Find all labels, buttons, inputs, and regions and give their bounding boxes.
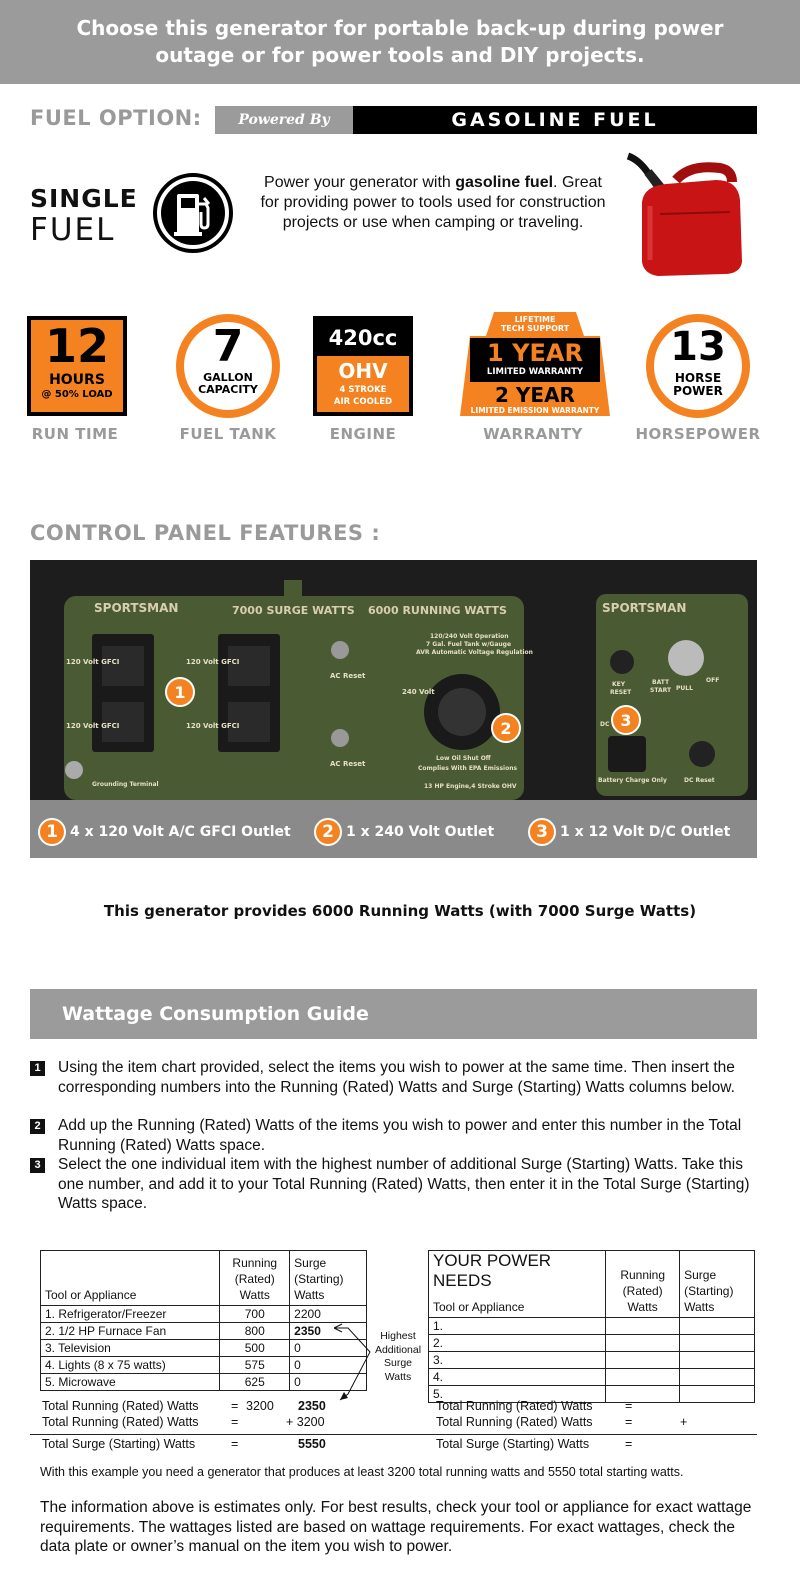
panel-batt: BATT bbox=[652, 679, 670, 686]
outlet-label-1: 4 x 120 Volt A/C GFCI Outlet bbox=[70, 824, 291, 840]
needs-total-3-label: Total Surge (Starting) Watts bbox=[436, 1437, 590, 1451]
example-running: 625 bbox=[220, 1374, 290, 1391]
runtime-badge bbox=[27, 316, 127, 416]
example-running: 500 bbox=[220, 1340, 290, 1357]
needs-header-running: Running (Rated) Watts bbox=[606, 1251, 680, 1318]
example-note: With this example you need a generator that produces at least 3200 total running watts and 5550 total starting watts. bbox=[40, 1465, 684, 1479]
engine-cooled: AIR COOLED bbox=[333, 397, 393, 407]
needs-surge-input[interactable] bbox=[680, 1352, 755, 1369]
panel-reset: RESET bbox=[610, 689, 632, 696]
panel-gfci-2: 120 Volt GFCI bbox=[186, 658, 240, 666]
example-tool: 4. Lights (8 x 75 watts) bbox=[41, 1357, 220, 1374]
provides-statement: This generator provides 6000 Running Watts (with 7000 Surge Watts) bbox=[103, 902, 697, 920]
outlet-number-1: 1 bbox=[38, 818, 66, 846]
control-panel-photo bbox=[30, 560, 757, 800]
single-text: SINGLE bbox=[30, 184, 138, 213]
table-row bbox=[429, 1369, 755, 1386]
panel-gfci-3: 120 Volt GFCI bbox=[66, 722, 120, 730]
warranty-badge bbox=[460, 312, 610, 420]
fuel-tank-badge bbox=[176, 314, 280, 418]
guide-title: Wattage Consumption Guide bbox=[30, 989, 757, 1039]
panel-ac-reset-2: AC Reset bbox=[330, 760, 366, 768]
example-surge: 0 bbox=[290, 1374, 367, 1391]
panel-op1: 120/240 Volt Operation bbox=[430, 633, 509, 640]
needs-surge-input[interactable] bbox=[680, 1335, 755, 1352]
runtime-load: @ 50% LOAD bbox=[41, 389, 113, 400]
hp-power: POWER bbox=[673, 384, 723, 398]
needs-running-input[interactable] bbox=[606, 1318, 680, 1335]
outlet-legend-1 bbox=[38, 818, 291, 846]
fuel-desc-bold: gasoline fuel bbox=[455, 174, 554, 191]
panel-op3: AVR Automatic Voltage Regulation bbox=[416, 649, 533, 656]
needs-total-2-label: Total Running (Rated) Watts bbox=[436, 1415, 593, 1429]
step-number-3: 3 bbox=[30, 1158, 45, 1173]
tank-gallon: GALLON bbox=[203, 371, 253, 384]
panel-brand-left: SPORTSMAN bbox=[94, 601, 179, 615]
fuel-desc-start: Power your generator with bbox=[264, 174, 456, 191]
needs-header-tool bbox=[429, 1251, 606, 1318]
needs-title: YOUR POWER NEEDS bbox=[433, 1251, 552, 1290]
warranty-2-year: 2 YEAR bbox=[495, 383, 575, 407]
needs-running-input[interactable] bbox=[606, 1335, 680, 1352]
header-banner bbox=[0, 0, 800, 84]
fuel-desc-end: . Great for providing power to tools used for construction projects or use when camping or traveling. bbox=[260, 174, 606, 231]
fuel-option-label: FUEL OPTION: bbox=[30, 106, 202, 130]
panel-gfci-4: 120 Volt GFCI bbox=[186, 722, 240, 730]
example-surge: 0 bbox=[290, 1357, 367, 1374]
powered-by-label: Powered By bbox=[215, 106, 353, 134]
disclaimer: The information above is estimates only. For best results, check your tool or appliance for exact wattage requirements. The wattages listed are based on wattage requirements. For exact wattages, check the data plate or owner’s manual on the item you wish to power. bbox=[40, 1499, 752, 1555]
panel-dc: DC bbox=[600, 721, 610, 728]
warranty-1-year: 1 YEAR bbox=[487, 339, 583, 367]
example-header-tool: Tool or Appliance bbox=[41, 1251, 220, 1306]
single-fuel-label bbox=[30, 185, 138, 247]
panel-dc-reset: DC Reset bbox=[684, 777, 715, 784]
example-total-1-label: Total Running (Rated) Watts bbox=[42, 1399, 199, 1413]
panel-engine: 13 HP Engine,4 Stroke OHV bbox=[424, 783, 517, 790]
engine-stroke: 4 STROKE bbox=[339, 385, 387, 395]
engine-cc: 420cc bbox=[328, 326, 398, 350]
fuel-text: FUEL bbox=[30, 212, 116, 248]
tank-capacity: CAPACITY bbox=[198, 383, 258, 396]
warranty-tech-support: TECH SUPPORT bbox=[500, 324, 570, 333]
needs-row-label: 1. bbox=[429, 1318, 606, 1335]
gas-can-image bbox=[620, 150, 750, 278]
panel-running: 6000 RUNNING WATTS bbox=[368, 604, 507, 617]
engine-ohv: OHV bbox=[338, 359, 388, 383]
panel-surge: 7000 SURGE WATTS bbox=[232, 604, 355, 617]
example-running: 700 bbox=[220, 1306, 290, 1323]
fuel-description bbox=[258, 173, 608, 233]
table-row bbox=[429, 1318, 755, 1335]
panel-key: KEY bbox=[612, 681, 626, 688]
table-row bbox=[41, 1323, 367, 1340]
needs-running-input[interactable] bbox=[606, 1369, 680, 1386]
example-total-1-value: 3200 bbox=[246, 1399, 274, 1413]
runtime-caption: RUN TIME bbox=[31, 425, 119, 443]
highest-surge-note: Highest Additional Surge Watts bbox=[374, 1330, 422, 1383]
panel-marker-2: 2 bbox=[500, 719, 512, 738]
panel-battery-charge: Battery Charge Only bbox=[598, 777, 667, 784]
runtime-hours: HOURS bbox=[49, 372, 105, 388]
outlet-label-2: 1 x 240 Volt Outlet bbox=[346, 824, 495, 840]
example-header-surge: Surge (Starting) Watts bbox=[290, 1251, 367, 1306]
runtime-value: 12 bbox=[44, 319, 109, 373]
panel-marker-1: 1 bbox=[174, 683, 186, 702]
panel-ac-reset-1: AC Reset bbox=[330, 672, 366, 680]
horsepower-caption: HORSEPOWER bbox=[635, 425, 761, 443]
example-total-3-label: Total Surge (Starting) Watts bbox=[42, 1437, 196, 1451]
example-total-1-eq: = bbox=[231, 1399, 239, 1413]
example-total-1-surge: 2350 bbox=[298, 1399, 326, 1413]
panel-start: START bbox=[650, 687, 672, 694]
needs-total-1-eq: = bbox=[625, 1399, 633, 1413]
example-header-running: Running (Rated) Watts bbox=[220, 1251, 290, 1306]
control-panel-title: CONTROL PANEL FEATURES : bbox=[30, 521, 381, 545]
horsepower-badge bbox=[646, 314, 750, 418]
step-number-1: 1 bbox=[30, 1061, 45, 1076]
example-tool: 2. 1/2 HP Furnace Fan bbox=[41, 1323, 220, 1340]
needs-surge-input[interactable] bbox=[680, 1369, 755, 1386]
panel-low-oil: Low Oil Shut Off bbox=[436, 755, 491, 762]
table-row bbox=[41, 1340, 367, 1357]
panel-op2: 7 Gal. Fuel Tank w/Gauge bbox=[426, 641, 512, 648]
fuel-tank-caption: FUEL TANK bbox=[179, 425, 277, 443]
example-running: 800 bbox=[220, 1323, 290, 1340]
outlet-legend-2 bbox=[314, 818, 494, 846]
example-total-2-label: Total Running (Rated) Watts bbox=[42, 1415, 199, 1429]
step-text-2: Add up the Running (Rated) Watts of the items you wish to power and enter this number in the Total Running (Rated) Watts space. bbox=[58, 1117, 742, 1154]
needs-running-input[interactable] bbox=[606, 1352, 680, 1369]
gasoline-fuel-label: GASOLINE FUEL bbox=[353, 106, 757, 134]
table-row bbox=[429, 1352, 755, 1369]
header-line-2: outage or for power tools and DIY projects. bbox=[155, 43, 645, 67]
engine-caption: ENGINE bbox=[329, 425, 397, 443]
example-table bbox=[40, 1250, 367, 1391]
needs-total-1-label: Total Running (Rated) Watts bbox=[436, 1399, 593, 1413]
needs-total-3-eq: = bbox=[625, 1437, 633, 1451]
panel-epa: Complies With EPA Emissions bbox=[418, 765, 518, 772]
panel-pull: PULL bbox=[676, 685, 693, 692]
panel-marker-3: 3 bbox=[620, 711, 632, 730]
outlet-legend-3 bbox=[528, 818, 730, 846]
step-number-2: 2 bbox=[30, 1119, 45, 1134]
example-tool: 5. Microwave bbox=[41, 1374, 220, 1391]
needs-header-surge: Surge (Starting) Watts bbox=[680, 1251, 755, 1318]
warranty-limited: LIMITED WARRANTY bbox=[486, 367, 584, 377]
guide-step-3 bbox=[30, 1155, 750, 1214]
needs-header-tool-label: Tool or Appliance bbox=[433, 1300, 525, 1314]
table-row bbox=[41, 1357, 367, 1374]
outlet-number-3: 3 bbox=[528, 818, 556, 846]
step-text-3: Select the one individual item with the highest number of additional Surge (Starting) Watts. Take this one number, and add it to your Total Running (Rated) Watts, then enter it in the Total Surge (Starting) Watts space. bbox=[58, 1156, 750, 1212]
example-surge: 0 bbox=[290, 1340, 367, 1357]
engine-badge bbox=[313, 316, 413, 416]
step-text-1: Using the item chart provided, select the items you wish to power at the same time. Then insert the corresponding numbers into the Running (Rated) Watts and Surge (Starting) Watts columns below. bbox=[58, 1059, 735, 1096]
example-surge: 2350 bbox=[290, 1323, 367, 1340]
panel-gfci-1: 120 Volt GFCI bbox=[66, 658, 120, 666]
guide-step-2 bbox=[30, 1116, 750, 1155]
panel-off: OFF bbox=[706, 677, 720, 684]
table-row bbox=[41, 1374, 367, 1391]
warranty-lifetime: LIFETIME bbox=[514, 315, 556, 324]
warranty-emission: LIMITED EMISSION WARRANTY bbox=[470, 406, 600, 415]
needs-total-2-plus: + bbox=[680, 1415, 688, 1429]
needs-row-label: 4. bbox=[429, 1369, 606, 1386]
power-needs-table bbox=[428, 1250, 755, 1403]
table-row bbox=[41, 1306, 367, 1323]
example-tool: 1. Refrigerator/Freezer bbox=[41, 1306, 220, 1323]
needs-row-label: 3. bbox=[429, 1352, 606, 1369]
example-total-2-eq: = bbox=[231, 1415, 239, 1429]
needs-running-input[interactable] bbox=[606, 1386, 680, 1403]
needs-row-label: 5. bbox=[429, 1386, 606, 1403]
totals-divider bbox=[30, 1434, 757, 1435]
example-total-3-surge: 5550 bbox=[298, 1437, 326, 1451]
outlet-number-2: 2 bbox=[314, 818, 342, 846]
example-running: 575 bbox=[220, 1357, 290, 1374]
needs-row-label: 2. bbox=[429, 1335, 606, 1352]
needs-total-2-eq: = bbox=[625, 1415, 633, 1429]
panel-brand-right: SPORTSMAN bbox=[602, 601, 687, 615]
fuel-pump-icon bbox=[152, 172, 234, 254]
panel-240v: 240 Volt bbox=[402, 688, 435, 696]
needs-surge-input[interactable] bbox=[680, 1386, 755, 1403]
hp-value: 13 bbox=[670, 324, 726, 370]
needs-surge-input[interactable] bbox=[680, 1318, 755, 1335]
warranty-caption: WARRANTY bbox=[483, 425, 583, 443]
panel-ground: Grounding Terminal bbox=[92, 781, 159, 788]
guide-step-1 bbox=[30, 1058, 750, 1097]
example-surge: 2200 bbox=[290, 1306, 367, 1323]
hp-horse: HORSE bbox=[674, 371, 722, 385]
example-total-3-eq: = bbox=[231, 1437, 239, 1451]
table-row bbox=[429, 1335, 755, 1352]
header-line-1: Choose this generator for portable back-up during power bbox=[76, 16, 724, 40]
tank-value: 7 bbox=[212, 321, 244, 372]
outlet-label-3: 1 x 12 Volt D/C Outlet bbox=[560, 824, 731, 840]
example-tool: 3. Television bbox=[41, 1340, 220, 1357]
example-total-2-surge: + 3200 bbox=[286, 1415, 325, 1429]
